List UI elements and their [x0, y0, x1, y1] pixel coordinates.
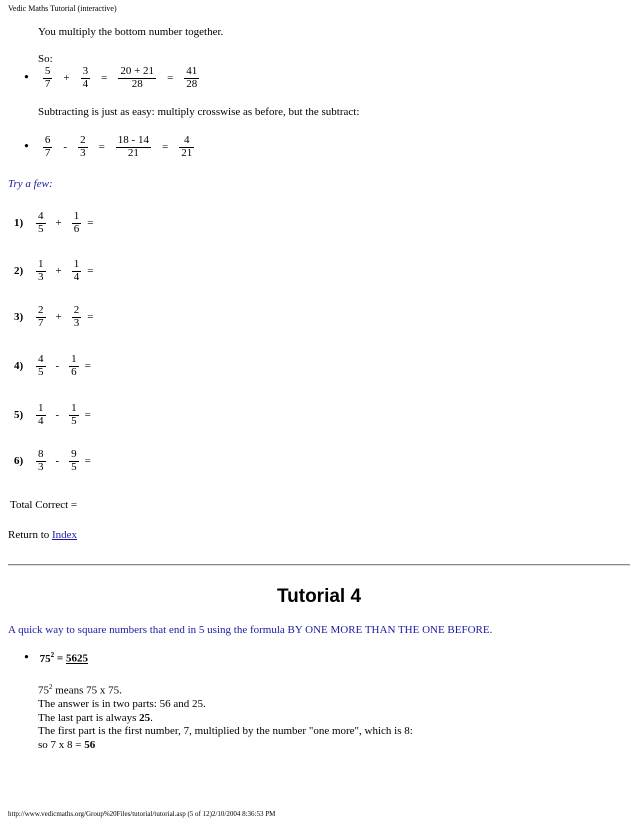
fraction: $\frac{20 + 21}{28}$ [120, 65, 155, 90]
tutorial-intro: A quick way to square numbers that end in 5 using the formula BY ONE MORE THAN THE ONE BEFORE. [8, 624, 493, 636]
explain-line-4: The first part is the first number, 7, multiplied by the number "one more", which is 8: [38, 725, 413, 738]
equals-sign: = [87, 265, 94, 278]
problem-number: 2) [14, 265, 24, 278]
fraction: $\frac{1}{6}$ [71, 353, 77, 378]
fraction: $\frac{1}{6}$ [73, 210, 80, 235]
operator: - [63, 141, 68, 154]
divider [8, 564, 630, 566]
equals-sign: = [54, 652, 66, 665]
operator: - [55, 409, 60, 422]
explain-line-5: so 7 x 8 = 56 [38, 738, 96, 751]
operator: - [55, 455, 60, 468]
equals-sign: = [84, 455, 91, 468]
index-link[interactable]: Index [52, 529, 78, 541]
fraction: $\frac{4}{5}$ [38, 210, 44, 235]
fraction: $\frac{4}{5}$ [38, 353, 44, 378]
page-footer: http://www.vedicmaths.org/Group%20Files/tutorial/tutorial.asp (5 of 12)2/10/2004 8:36:53 PM [8, 810, 276, 818]
problem-number: 4) [14, 360, 24, 373]
fraction: $\frac{1}{4}$ [73, 258, 80, 283]
fraction: $\frac{8}{3}$ [38, 448, 44, 473]
problem-2 [14, 259, 93, 283]
equals-sign: = [87, 311, 94, 324]
explain-line-3: The last part is always 25. [38, 711, 153, 724]
explanation [38, 681, 413, 752]
problem-number: 1) [14, 217, 24, 230]
operator: + [55, 217, 62, 230]
problem-6 [14, 449, 91, 473]
operator: + [55, 311, 62, 324]
bullet-icon: • [24, 70, 29, 86]
explain-line-2: The answer is in two parts: 56 and 25. [38, 698, 206, 711]
problem-3 [14, 305, 93, 329]
problem-number: 5) [14, 409, 24, 422]
equals-sign: = [87, 217, 94, 230]
tutorial-title: Tutorial 4 [276, 586, 362, 607]
fraction: $\frac{1}{3}$ [38, 258, 44, 283]
equals-sign: = [101, 72, 108, 85]
fraction: $\frac{4}{21}$ [181, 134, 193, 159]
equals-sign: = [167, 72, 174, 85]
square-result: 5625 [65, 652, 88, 665]
fraction: $\frac{1}{5}$ [71, 402, 77, 427]
fraction: $\frac{3}{4}$ [82, 65, 89, 90]
fraction: $\frac{41}{28}$ [186, 65, 198, 90]
problem-4 [14, 354, 91, 378]
operator: + [55, 265, 62, 278]
fraction: $\frac{5}{7}$ [44, 65, 51, 90]
subtract-line: Subtracting is just as easy: multiply crosswise as before, but the subtract: [38, 106, 360, 118]
equals-sign: = [84, 360, 91, 373]
bullet-icon: • [24, 139, 29, 155]
try-label: Try a few: [8, 178, 53, 190]
return-line [8, 529, 77, 541]
example-sub [24, 135, 194, 159]
problem-number: 6) [14, 455, 24, 468]
fraction: $\frac{18 - 14}{21}$ [117, 134, 149, 159]
bullet-icon: • [24, 650, 29, 666]
problem-number: 3) [14, 311, 24, 324]
so-label: So: [38, 53, 53, 65]
equals-sign: = [84, 409, 91, 422]
explain-line-1: $75^2$ means 75 x 75. [38, 683, 122, 697]
square-example [24, 651, 88, 666]
page-header: Vedic Maths Tutorial (interactive) [8, 4, 117, 13]
fraction: $\frac{6}{7}$ [44, 134, 51, 159]
problem-1 [14, 211, 93, 235]
return-prefix: Return to [8, 529, 52, 541]
intro-line: You multiply the bottom number together. [38, 26, 224, 38]
fraction: $\frac{9}{5}$ [71, 448, 77, 473]
fraction: $\frac{1}{4}$ [38, 402, 44, 427]
fraction: $\frac{2}{3}$ [73, 304, 80, 329]
total-correct: Total Correct = [10, 499, 78, 511]
example-add [24, 66, 199, 90]
equals-sign: = [98, 141, 105, 154]
square-base: 75 [39, 652, 51, 665]
fraction: $\frac{2}{3}$ [80, 134, 86, 159]
equals-sign: = [161, 141, 169, 154]
fraction: $\frac{2}{7}$ [38, 304, 44, 329]
square-exponent: 2 [50, 651, 55, 659]
operator: - [55, 360, 60, 373]
problem-5 [14, 403, 91, 427]
operator: + [63, 72, 70, 85]
